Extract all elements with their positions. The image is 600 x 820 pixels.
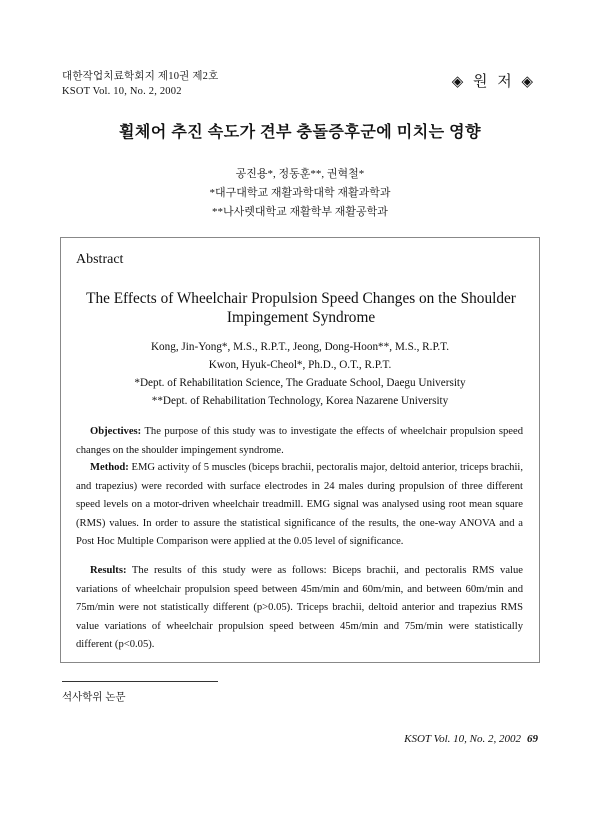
abstract-box xyxy=(60,237,540,663)
english-title: The Effects of Wheelchair Propulsion Speed Changes on the Shoulder Impingement Syndrome xyxy=(86,290,516,326)
korean-title: 휠체어 추진 속도가 견부 충돌증후군에 미치는 영향 xyxy=(118,124,482,141)
method-text: EMG activity of 5 muscles (biceps brachii, pectoralis major, deltoid anterior, triceps brachii, and trapezius) were recorded with surface electrodes in 24 males during propulsion of three different speed levels on a motor-driven wheelchair treadmill. EMG signal was analysed using root mean square (RMS) values. In order to assure the statistical significance of the results, the one-way ANOVA and a Post Hoc Multiple Comparison were applied at the 0.05 level of significance. xyxy=(76,462,523,547)
korean-affiliation-1: *대구대학교 재활과학대학 재활과학과 xyxy=(209,187,391,199)
page-footer xyxy=(404,733,538,745)
abstract-heading: Abstract xyxy=(76,252,124,267)
method-label: Method: xyxy=(90,462,129,473)
objectives-text: The purpose of this study was to investigate the effects of wheelchair propulsion speed changes on the shoulder impingement syndrome. xyxy=(76,426,523,456)
english-affiliation-1: *Dept. of Rehabilitation Science, The Graduate School, Daegu University xyxy=(134,377,466,389)
method-paragraph xyxy=(76,459,523,552)
objectives-label: Objectives: xyxy=(90,426,142,437)
results-text: The results of this study were as follows: Biceps brachii, and pectoralis RMS value variations of wheelchair propulsion speed between 45m/min and 60m/min, and between 60m/min and 75m/min were not statistically different (p>0.05). Triceps brachii, deltoid anterior and trapezius RMS value variations of wheelchair propulsion speed between 45m/min and 75m/min were statistically different (p<0.05). xyxy=(76,565,523,650)
journal-issue: KSOT Vol. 10, No. 2, 2002 xyxy=(62,86,182,97)
english-authors-line-2: Kwon, Hyuk-Cheol*, Ph.D., O.T., R.P.T. xyxy=(208,359,392,371)
footer-citation: KSOT Vol. 10, No. 2, 2002 xyxy=(404,733,521,745)
footnote-divider xyxy=(62,681,218,682)
korean-affiliation-2: **나사렛대학교 재활학부 재활공학과 xyxy=(212,206,388,218)
article-type-badge: ◈ 원 저 ◈ xyxy=(451,74,536,90)
footnote: 석사학위 논문 xyxy=(62,692,126,703)
objectives-paragraph xyxy=(76,423,523,460)
results-paragraph xyxy=(76,562,523,655)
results-label: Results: xyxy=(90,565,127,576)
english-affiliation-2: **Dept. of Rehabilitation Technology, Korea Nazarene University xyxy=(151,395,449,407)
korean-authors: 공진용*, 정동훈**, 권혁철* xyxy=(235,168,365,180)
journal-name: 대한작업치료학회지 제10권 제2호 xyxy=(62,71,219,82)
english-authors-line-1: Kong, Jin-Yong*, M.S., R.P.T., Jeong, Dong-Hoon**, M.S., R.P.T. xyxy=(150,341,450,353)
page-number: 69 xyxy=(527,733,538,745)
